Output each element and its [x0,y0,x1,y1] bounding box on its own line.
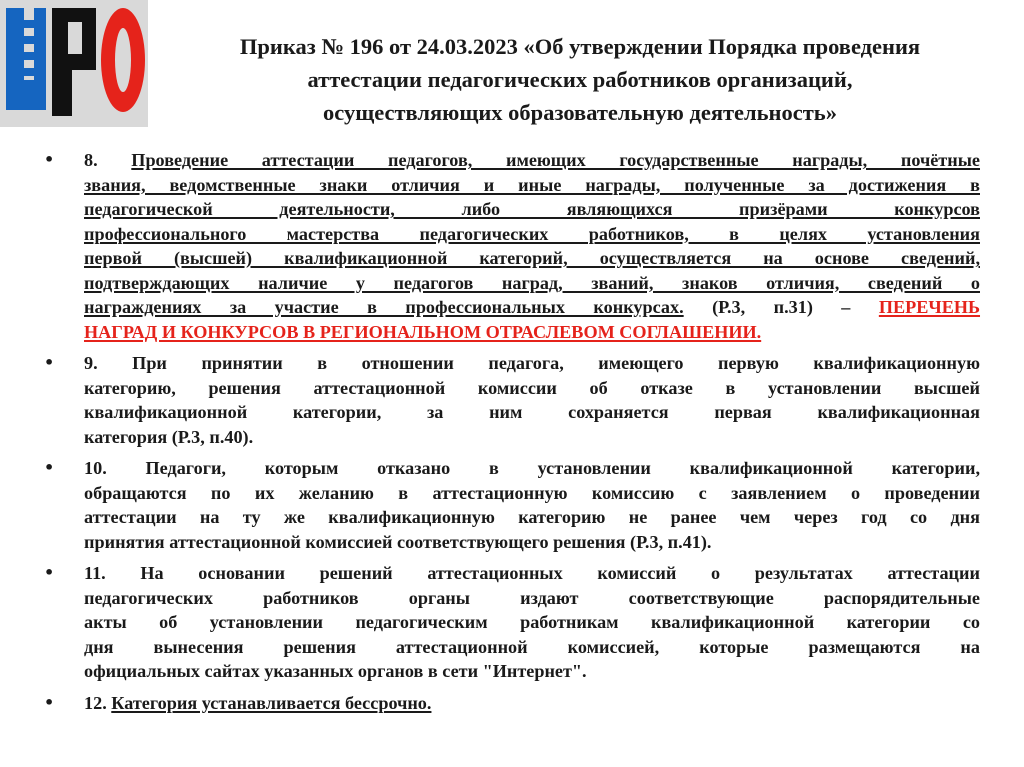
upo-logo-icon [0,0,148,127]
bullet-icon: • [44,692,55,712]
highlight-text: ПЕРЕЧЕНЬ [878,297,981,317]
list-item-10 [30,456,980,554]
item-line: дня вынесения решения аттестационной комиссией, которые размещаются на [84,636,980,657]
bullet-icon: • [44,353,55,372]
item-line: квалификационной категории, за ним сохраняется первая квалификационная [84,402,980,422]
item-line: 11. На основании решений аттестационных комиссий о результатах аттестации [84,563,980,583]
item-line: принятия аттестационной комиссией соответствующего решения (Р.3, п.41). [84,531,712,552]
list-item-12 [30,691,980,716]
bullet-list [30,148,980,722]
list-item-9 [30,351,980,449]
item-line: категорию, решения аттестационной комиссии об отказе в установлении высшей [84,377,980,398]
item-line: аттестации на ту же квалификационную категорию не ранее чем через год со дня [84,507,980,527]
logo-letter-o [101,8,145,112]
item-line: первой (высшей) квалификационной категорий, осуществляется на основе сведений, [84,248,980,268]
title-line: аттестации педагогических работников организаций, [307,67,853,92]
item-number: 8. [84,150,98,170]
item-line: звания, ведомственные знаки отличия и иные награды, полученные за достижения в [84,174,980,195]
logo [0,0,148,127]
reference: (Р.3, п.31) – [712,297,851,317]
item-number: 12. [84,692,107,713]
item-line: 10. Педагоги, которым отказано в установлении квалификационной категории, [84,458,980,478]
bullet-icon: • [44,563,55,582]
logo-letter-u [6,8,46,110]
bullet-icon: • [44,150,55,169]
item-text: Проведение аттестации педагогов, имеющих государственные награды, почётные [131,150,980,170]
item-text: Категория устанавливается бессрочно. [111,692,432,713]
item-line: акты об установлении педагогическим работникам квалификационной категории со [84,612,980,632]
item-line: 9. При принятии в отношении педагога, имеющего первую квалификационную [84,353,980,373]
item-line: обращаются по их желанию в аттестационную комиссию с заявлением о проведении [84,482,980,503]
item-line: педагогической деятельности, либо являющихся призёрами конкурсов [84,199,980,219]
item-line [84,295,980,320]
item-line [84,691,980,716]
list-item-11 [30,561,980,684]
title-line: осуществляющих образовательную деятельность» [323,100,837,125]
list-item-8 [30,148,980,344]
item-line: категория (Р.3, п.40). [84,426,254,447]
item-line [84,148,980,173]
item-line: подтверждающих наличие у педагогов наград, званий, знаков отличия, сведений о [84,272,980,293]
item-line: педагогических работников органы издают соответствующие распорядительные [84,587,980,608]
item-line: профессионального мастерства педагогических работников, в целях установления [84,223,980,244]
page-title [160,30,1000,129]
highlight-text: НАГРАД И КОНКУРСОВ В РЕГИОНАЛЬНОМ ОТРАСЛЕВОМ СОГЛАШЕНИИ. [84,321,762,342]
item-line: официальных сайтах указанных органов в сети "Интернет". [84,661,587,681]
bullet-icon: • [44,458,55,477]
title-line: Приказ № 196 от 24.03.2023 «Об утверждении Порядка проведения [239,34,921,59]
item-text: награждениях за участие в профессиональных конкурсах. [84,297,684,317]
